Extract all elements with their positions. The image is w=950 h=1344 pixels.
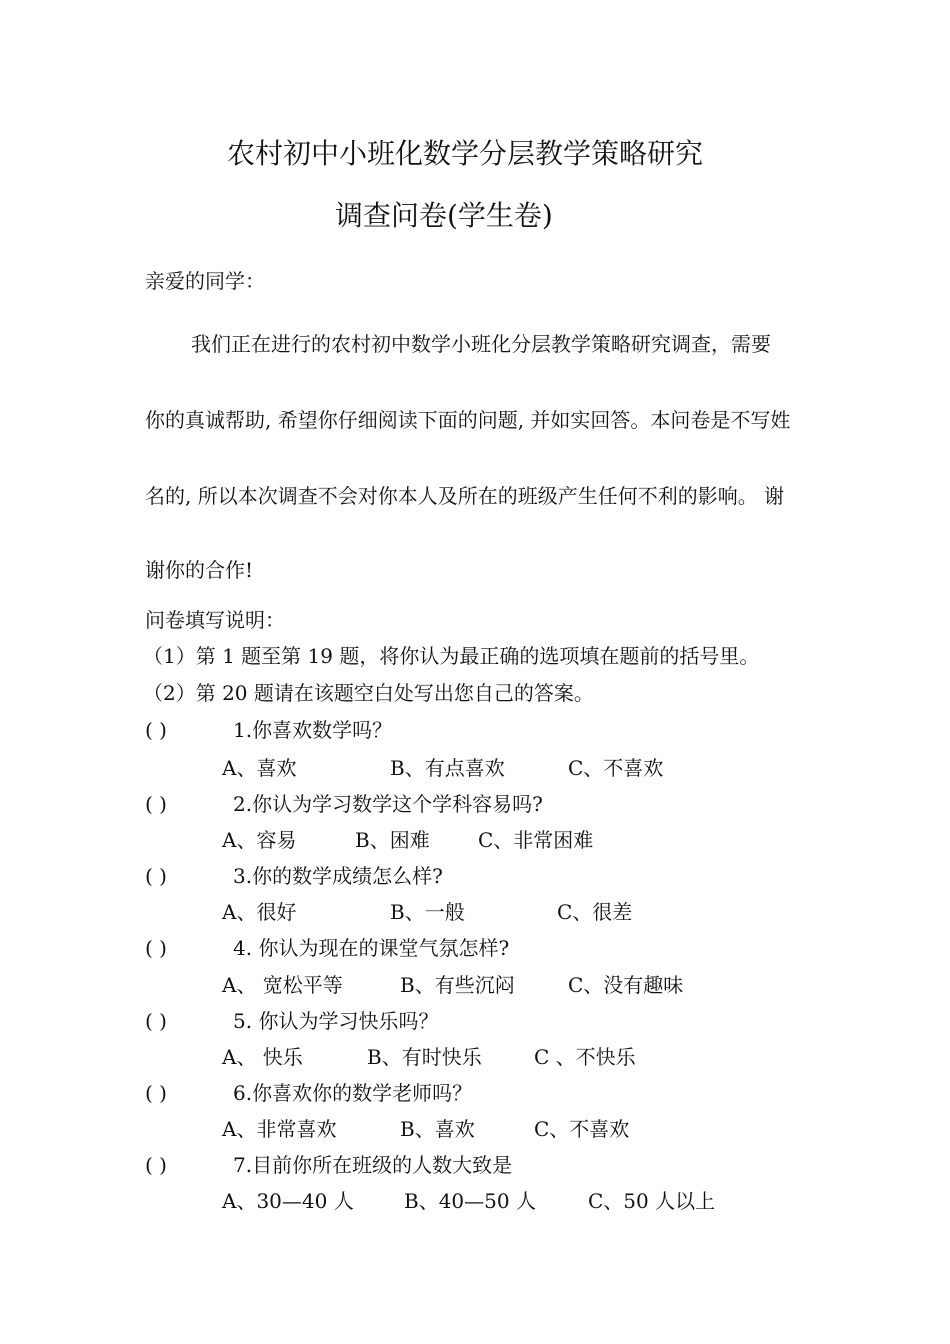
instructions-title: 问卷填写说明： xyxy=(145,608,285,632)
answer-blank[interactable]: ( ) xyxy=(145,936,167,960)
answer-blank[interactable]: ( ) xyxy=(145,1081,167,1105)
question-text: 7.目前你所在班级的人数大致是 xyxy=(233,1153,513,1177)
question-7 xyxy=(145,1149,512,1178)
question-6 xyxy=(145,1077,472,1106)
intro-line-4: 谢你的合作! xyxy=(145,558,254,582)
option-5a: A、 快乐 xyxy=(222,1045,303,1069)
option-4c: C、没有趣味 xyxy=(568,973,684,997)
option-7c: C、50 人以上 xyxy=(588,1189,716,1213)
option-2c: C、非常困难 xyxy=(478,828,594,852)
option-7a: A、30—40 人 xyxy=(222,1189,354,1213)
option-6c: C、不喜欢 xyxy=(534,1117,630,1141)
question-text: 3.你的数学成绩怎么样? xyxy=(233,864,443,888)
answer-blank[interactable]: ( ) xyxy=(145,1153,167,1177)
option-4a: A、 宽松平等 xyxy=(222,973,343,997)
greeting: 亲爱的同学： xyxy=(145,269,265,293)
answer-blank[interactable]: ( ) xyxy=(145,864,167,888)
option-7b: B、40—50 人 xyxy=(404,1189,536,1213)
question-4 xyxy=(145,932,509,961)
option-3c: C、很差 xyxy=(557,900,633,924)
answer-blank[interactable]: ( ) xyxy=(145,1009,167,1033)
answer-blank[interactable]: ( ) xyxy=(145,792,167,816)
option-4b: B、有些沉闷 xyxy=(400,973,515,997)
option-3b: B、一般 xyxy=(390,900,465,924)
question-3 xyxy=(145,860,443,889)
question-text: 2.你认为学习数学这个学科容易吗? xyxy=(233,792,543,816)
option-5c: C 、不快乐 xyxy=(534,1045,636,1069)
option-2a: A、容易 xyxy=(222,828,297,852)
page-title: 农村初中小班化数学分层教学策略研究 xyxy=(226,137,703,170)
intro-line-3: 名的, 所以本次调查不会对你本人及所在的班级产生任何不利的影响。 谢 xyxy=(145,484,785,508)
option-6b: B、喜欢 xyxy=(400,1117,475,1141)
question-1 xyxy=(145,714,392,743)
option-6a: A、非常喜欢 xyxy=(222,1117,337,1141)
intro-line-1: 我们正在进行的农村初中数学小班化分层教学策略研究调查，需要 xyxy=(191,332,771,356)
option-1b: B、有点喜欢 xyxy=(390,756,505,780)
page-subtitle: 调查问卷(学生卷) xyxy=(335,199,553,232)
question-text: 1.你喜欢数学吗？ xyxy=(233,718,393,742)
intro-line-2: 你的真诚帮助, 希望你仔细阅读下面的问题, 并如实回答。本问卷是不写姓 xyxy=(145,408,791,432)
instruction-1: （1）第 1 题至第 19 题，将你认为最正确的选项填在题前的括号里。 xyxy=(143,644,760,668)
instruction-2: （2）第 20 题请在该题空白处写出您自己的答案。 xyxy=(143,681,594,705)
option-1c: C、不喜欢 xyxy=(568,756,664,780)
question-text: 5. 你认为学习快乐吗？ xyxy=(233,1009,439,1033)
option-2b: B、困难 xyxy=(355,828,430,852)
option-5b: B、有时快乐 xyxy=(367,1045,482,1069)
question-2 xyxy=(145,788,543,817)
question-text: 4. 你认为现在的课堂气氛怎样? xyxy=(233,936,510,960)
option-3a: A、很好 xyxy=(222,900,297,924)
answer-blank[interactable]: ( ) xyxy=(145,718,167,742)
option-1a: A、喜欢 xyxy=(222,756,297,780)
question-5 xyxy=(145,1005,438,1034)
question-text: 6.你喜欢你的数学老师吗？ xyxy=(233,1081,473,1105)
